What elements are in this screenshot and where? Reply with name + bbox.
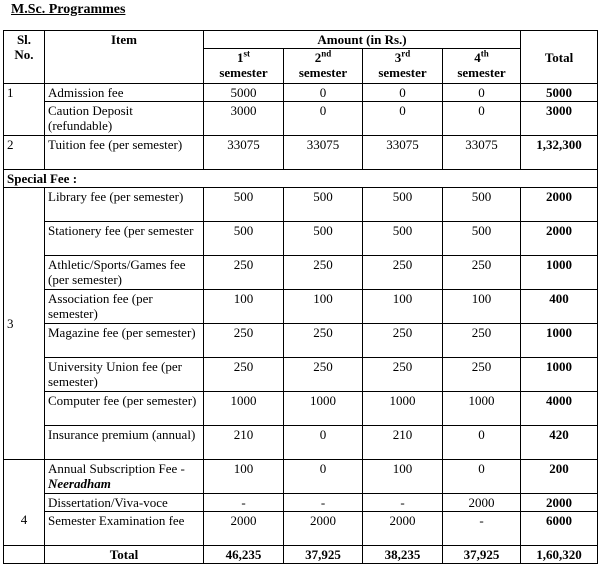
- table-row: [4, 136, 598, 170]
- table-row: [4, 84, 598, 102]
- table-row: [4, 290, 598, 324]
- semester-2-header: 2nd semester: [284, 49, 363, 84]
- amount-cell: 1000: [443, 392, 521, 426]
- item-cell: Semester Examination fee: [45, 512, 204, 546]
- item-cell: Stationery fee (per semester: [45, 222, 204, 256]
- totals-row: [4, 546, 598, 564]
- amount-cell: 0: [443, 426, 521, 460]
- item-cell: Association fee (per semester): [45, 290, 204, 324]
- amount-cell: 0: [443, 102, 521, 136]
- table-row: [4, 426, 598, 460]
- amount-cell: 0: [284, 84, 363, 102]
- item-cell: Dissertation/Viva-voce: [45, 494, 204, 512]
- amount-cell: 250: [284, 324, 363, 358]
- section-row: [4, 170, 598, 188]
- grand-total-cell: 1,60,320: [521, 546, 598, 564]
- sl-no-cell: 1: [4, 84, 45, 136]
- table-row: [4, 392, 598, 426]
- sl-no-cell: 2: [4, 136, 45, 170]
- total-cell: 1,32,300: [521, 136, 598, 170]
- amount-cell: 33075: [363, 136, 443, 170]
- item-cell: Library fee (per semester): [45, 188, 204, 222]
- amount-cell: 100: [363, 290, 443, 324]
- amount-cell: 0: [284, 460, 363, 494]
- table-row: [4, 358, 598, 392]
- amount-cell: 100: [204, 460, 284, 494]
- amount-cell: 33075: [284, 136, 363, 170]
- amount-cell: 500: [363, 188, 443, 222]
- fee-table: [3, 30, 598, 564]
- amount-cell: 250: [284, 358, 363, 392]
- item-cell: Insurance premium (annual): [45, 426, 204, 460]
- amount-cell: 250: [363, 358, 443, 392]
- amount-cell: 500: [443, 222, 521, 256]
- sl-no-cell: 4: [4, 494, 45, 546]
- amount-cell: 5000: [204, 84, 284, 102]
- amount-cell: 250: [443, 256, 521, 290]
- total-cell: 2000: [521, 188, 598, 222]
- sl-no-cell: [4, 546, 45, 564]
- totals-label: Total: [45, 546, 204, 564]
- amount-cell: 0: [443, 460, 521, 494]
- total-amount-cell: 46,235: [204, 546, 284, 564]
- item-cell: Computer fee (per semester): [45, 392, 204, 426]
- item-cell: Magazine fee (per semester): [45, 324, 204, 358]
- item-header: Item: [45, 31, 204, 84]
- amount-cell: 250: [363, 256, 443, 290]
- amount-cell: 250: [284, 256, 363, 290]
- amount-cell: 100: [204, 290, 284, 324]
- amount-cell: 2000: [204, 512, 284, 546]
- amount-cell: 0: [363, 84, 443, 102]
- total-amount-cell: 37,925: [443, 546, 521, 564]
- total-cell: 1000: [521, 358, 598, 392]
- amount-cell: 210: [363, 426, 443, 460]
- table-row: [4, 188, 598, 222]
- table-row: [4, 460, 598, 494]
- table-row: [4, 222, 598, 256]
- page-title: M.Sc. Programmes: [11, 2, 126, 17]
- item-cell: Caution Deposit (refundable): [45, 102, 204, 136]
- total-cell: 6000: [521, 512, 598, 546]
- total-cell: 1000: [521, 324, 598, 358]
- sl-no-cell: 3: [4, 188, 45, 460]
- amount-cell: 500: [443, 188, 521, 222]
- item-cell: University Union fee (per semester): [45, 358, 204, 392]
- amount-cell: 3000: [204, 102, 284, 136]
- amount-cell: -: [204, 494, 284, 512]
- amount-cell: 33075: [443, 136, 521, 170]
- total-cell: 4000: [521, 392, 598, 426]
- amount-cell: 1000: [363, 392, 443, 426]
- amount-cell: 250: [443, 324, 521, 358]
- amount-cell: 100: [363, 460, 443, 494]
- amount-cell: -: [363, 494, 443, 512]
- table-row: [4, 102, 598, 136]
- amount-cell: 2000: [363, 512, 443, 546]
- item-cell: Annual Subscription Fee -Neeradham: [45, 460, 204, 494]
- item-cell: Athletic/Sports/Games fee (per semester): [45, 256, 204, 290]
- amount-cell: 2000: [284, 512, 363, 546]
- section-heading: Special Fee :: [4, 170, 598, 188]
- header-row: [4, 31, 598, 49]
- table-row: [4, 512, 598, 546]
- total-cell: 1000: [521, 256, 598, 290]
- amount-cell: 500: [284, 188, 363, 222]
- amount-cell: -: [443, 512, 521, 546]
- amount-cell: 250: [204, 324, 284, 358]
- amount-cell: 250: [204, 256, 284, 290]
- amount-cell: 500: [204, 222, 284, 256]
- amount-cell: 0: [443, 84, 521, 102]
- amount-cell: 0: [363, 102, 443, 136]
- amount-cell: 100: [284, 290, 363, 324]
- amount-cell: 500: [204, 188, 284, 222]
- total-cell: 420: [521, 426, 598, 460]
- amount-cell: 0: [284, 102, 363, 136]
- total-cell: 400: [521, 290, 598, 324]
- total-header: Total: [521, 31, 598, 84]
- total-cell: 2000: [521, 222, 598, 256]
- total-amount-cell: 37,925: [284, 546, 363, 564]
- amount-cell: 1000: [204, 392, 284, 426]
- amount-header: Amount (in Rs.): [204, 31, 521, 49]
- amount-cell: 500: [284, 222, 363, 256]
- total-cell: 2000: [521, 494, 598, 512]
- semester-4-header: 4th semester: [443, 49, 521, 84]
- table-row: [4, 494, 598, 512]
- total-amount-cell: 38,235: [363, 546, 443, 564]
- amount-cell: 250: [363, 324, 443, 358]
- semester-3-header: 3rd semester: [363, 49, 443, 84]
- total-cell: 5000: [521, 84, 598, 102]
- amount-cell: 100: [443, 290, 521, 324]
- item-cell: Tuition fee (per semester): [45, 136, 204, 170]
- amount-cell: 250: [443, 358, 521, 392]
- amount-cell: 250: [204, 358, 284, 392]
- table-row: [4, 324, 598, 358]
- sl-no-header: Sl. No.: [4, 31, 45, 84]
- total-cell: 3000: [521, 102, 598, 136]
- semester-1-header: 1st semester: [204, 49, 284, 84]
- item-cell: Admission fee: [45, 84, 204, 102]
- amount-cell: 2000: [443, 494, 521, 512]
- amount-cell: 210: [204, 426, 284, 460]
- table-row: [4, 256, 598, 290]
- amount-cell: 500: [363, 222, 443, 256]
- amount-cell: -: [284, 494, 363, 512]
- total-cell: 200: [521, 460, 598, 494]
- sl-no-cell: [4, 460, 45, 494]
- amount-cell: 0: [284, 426, 363, 460]
- amount-cell: 33075: [204, 136, 284, 170]
- amount-cell: 1000: [284, 392, 363, 426]
